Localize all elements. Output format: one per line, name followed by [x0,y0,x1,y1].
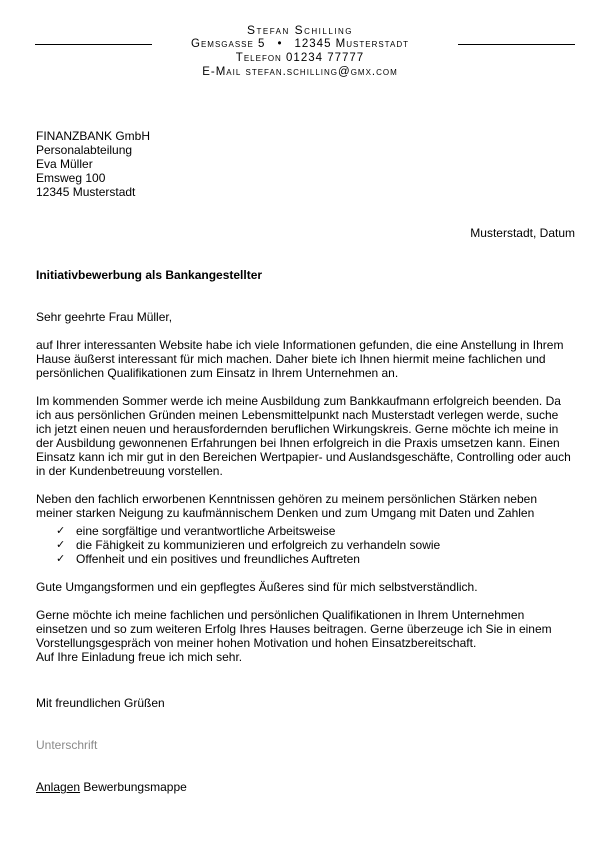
attachments-label: Anlagen [36,780,81,794]
recipient-street: Emsweg 100 [36,171,106,185]
letter-date: Musterstadt, Datum [470,226,575,240]
recipient-department: Personalabteilung [36,143,133,157]
letter-subject: Initiativbewerbung als Bankangestellter [36,268,263,282]
sender-email: E-Mail stefan.schilling@gmx.com [202,66,398,78]
sender-address-line [0,37,600,51]
salutation: Sehr geehrte Frau Müller, [36,310,173,324]
attachments-line [36,780,187,794]
recipient-city: 12345 Musterstadt [36,185,136,199]
check-icon: ✓ [56,539,66,551]
letter-body [36,310,576,678]
sender-name: Stefan Schilling [246,23,354,37]
list-item [36,538,576,552]
paragraph-invitation: Auf Ihre Einladung freue ich mich sehr. [36,650,243,664]
recipient-person: Eva Müller [36,157,93,171]
list-item-text: Offenheit und ein positives und freundliches Auftreten [76,552,360,566]
sender-street: Gemsgasse 5 [191,38,266,50]
strengths-list [36,524,576,566]
sender-phone: Telefon 01234 77777 [235,52,365,64]
letterhead [0,23,600,79]
check-icon: ✓ [56,525,66,537]
closing-phrase: Mit freundlichen Grüßen [36,696,165,710]
address-separator: • [277,38,283,50]
recipient-company: FINANZBANK GmbH [36,129,151,143]
sender-city: 12345 Musterstadt [294,38,409,50]
list-item [36,524,576,538]
list-item-text: eine sorgfältige und verantwortliche Arbeitsweise [76,524,336,538]
paragraph-intro: auf Ihrer interessanten Website habe ich viele Informationen gefunden, die eine Anstellung in Ihrem Hause äußerst interessant für mich machen. Daher biete ich Ihnen hiermit meine fachlichen und persönlichen Qualifikationen zum Einsatz in Ihrem Unternehmen an. [36,338,564,380]
attachments-value: Bewerbungsmappe [83,780,187,794]
paragraph-manners: Gute Umgangsformen und ein gepflegtes Äußeres sind für mich selbstverständlich. [36,580,478,594]
recipient-address [36,129,150,199]
paragraph-education: Im kommenden Sommer werde ich meine Ausbildung zum Bankkaufmann erfolgreich beenden. Da ich aus persönlichen Gründen meinen Lebensmittelpunkt nach Musterstadt verlegen werde, suche ich jetzt einen neuen und herausfordernden beruflichen Wirkungskreis. Gerne möchte ich meine in der Ausbildung gewonnenen Erfahrungen bei Ihnen erfolgreich in die Praxis umsetzen kann. Einen Einsatz kann ich mir gut in den Bereichen Wertpapier- und Auslandsgeschäfte, Controlling oder auch in der Kundenbetreuung vorstellen. [36,394,571,478]
signature-placeholder: Unterschrift [36,738,98,752]
check-icon: ✓ [56,553,66,565]
paragraph-strengths: Neben den fachlich erworbenen Kenntnissen gehören zu meinem persönlichen Stärken neben meiner starken Neigung zu kaufmännischem Denken und zum Umgang mit Daten und Zahlen [36,492,537,520]
list-item [36,552,576,566]
list-item-text: die Fähigkeit zu kommunizieren und erfolgreich zu verhandeln sowie [76,538,441,552]
paragraph-motivation: Gerne möchte ich meine fachlichen und persönlichen Qualifikationen in Ihrem Unternehmen einsetzen und so zum weiteren Erfolg Ihres Hauses beitragen. Gerne überzeuge ich Sie in einem Vorstellungsgespräch von meiner hohen Motivation und hohen Einsatzbereitschaft. [36,608,552,650]
